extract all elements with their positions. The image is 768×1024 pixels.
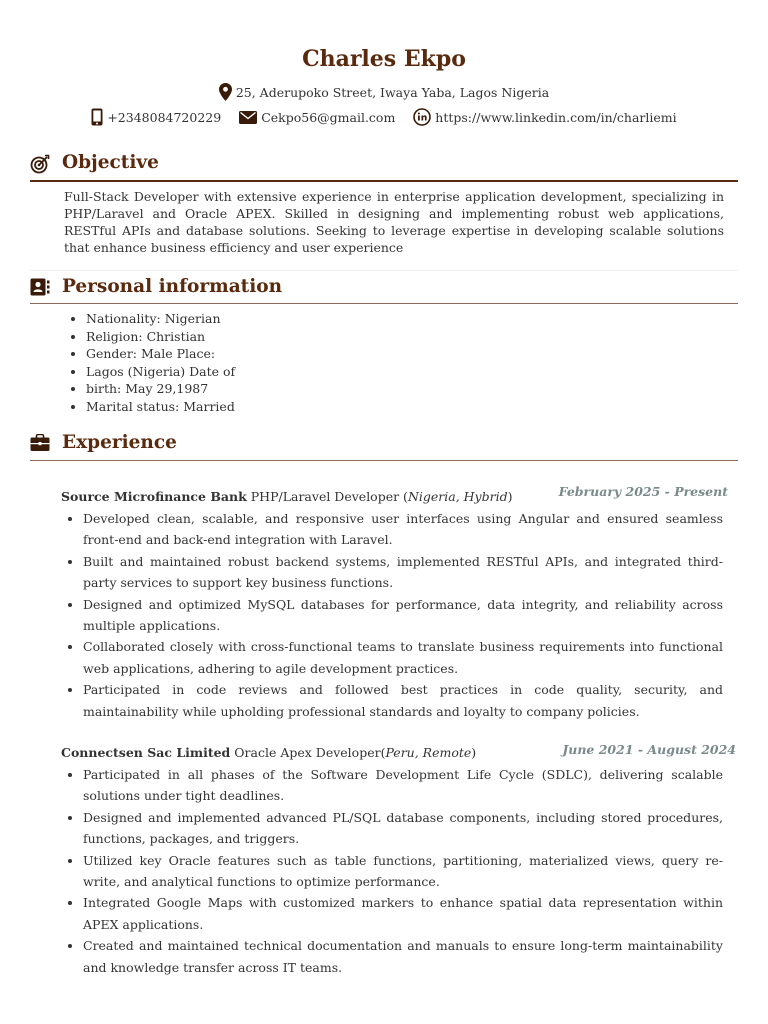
list-item: • Participated in all phases of the Software Development Life Cycle (SDLC), delivering scalable solutions under tight deadlines. — [83, 764, 723, 807]
linkedin-contact[interactable] — [413, 108, 676, 129]
experience-rule — [30, 460, 738, 461]
company-name: Source Microfinance Bank — [61, 489, 247, 504]
job-role: PHP/Laravel Developer ( — [250, 489, 408, 504]
company-name: Connectsen Sac Limited — [61, 745, 231, 760]
list-item: • Religion: Christian — [86, 328, 235, 346]
job-role-close: ) — [471, 745, 477, 760]
list-item: • Participated in code reviews and followed best practices in code quality, security, and maintainability while upholding professional standards and loyalty to company policies. — [83, 679, 723, 722]
list-item: • Designed and optimized MySQL databases for performance, data integrity, and reliability across multiple applications. — [83, 594, 723, 637]
location-pin-icon — [219, 83, 232, 104]
linkedin-icon — [413, 108, 431, 129]
list-item: • Built and maintained robust backend systems, implemented RESTful APIs, and integrated third-party services to support key business functions. — [83, 551, 723, 594]
list-item: • Collaborated closely with cross-functional teams to translate business requirements into functional web applications, adhering to agile development practices. — [83, 636, 723, 679]
experience-title: Experience — [62, 432, 177, 453]
list-item: • Gender: Male Place: — [86, 345, 235, 363]
list-item: • Marital status: Married — [86, 398, 235, 416]
phone-contact[interactable] — [91, 108, 221, 129]
job-role: Oracle Apex Developer( — [234, 745, 386, 760]
list-item: • Nationality: Nigerian — [86, 310, 235, 328]
address-line — [0, 83, 768, 104]
job-location: Peru, Remote — [385, 745, 472, 760]
objective-title: Objective — [62, 152, 159, 173]
list-item: • Lagos (Nigeria) Date of — [86, 363, 235, 381]
email-text: Cekpo56@gmail.com — [261, 110, 396, 126]
list-item: • birth: May 29,1987 — [86, 380, 235, 398]
job-bullets — [61, 508, 723, 722]
job-bullets — [61, 764, 723, 978]
list-item: • Created and maintained technical documentation and manuals to ensure long-term maintainability and knowledge transfer across IT teams. — [83, 935, 723, 978]
job-date: February 2025 - Present — [558, 484, 728, 499]
address-text: 25, Aderupoko Street, Iwaya Yaba, Lagos Nigeria — [235, 85, 550, 100]
personal-title: Personal information — [62, 276, 283, 297]
phone-icon — [91, 108, 103, 129]
email-contact[interactable] — [239, 110, 395, 127]
contact-line — [0, 108, 768, 129]
email-icon — [239, 111, 257, 127]
target-icon — [30, 154, 50, 178]
phone-text: +2348084720229 — [107, 110, 222, 125]
briefcase-icon — [30, 434, 50, 456]
list-item: • Integrated Google Maps with customized markers to enhance spatial data representation within APEX applications. — [83, 892, 723, 935]
list-item: • Developed clean, scalable, and responsive user interfaces using Angular and ensured seamless front-end and back-end integration with Laravel. — [83, 508, 723, 551]
objective-rule — [30, 180, 738, 182]
job-date: June 2021 - August 2024 — [562, 742, 736, 757]
job-location: Nigeria, Hybrid — [407, 489, 508, 504]
candidate-name: Charles Ekpo — [302, 46, 466, 72]
objective-text: Full-Stack Developer with extensive experience in enterprise application development, specializing in PHP/Laravel and Oracle APEX. Skilled in designing and implementing robust web applications, RESTful APIs and database solutions. Seeking to leverage expertise in developing scalable solutions that enhance business efficiency and user experience — [64, 189, 724, 255]
contact-card-icon — [30, 278, 50, 300]
personal-rule — [30, 303, 738, 304]
list-item: • Designed and implemented advanced PL/SQL database components, including stored procedures, functions, packages, and triggers. — [83, 807, 723, 850]
linkedin-text: https://www.linkedin.com/in/charliemi — [435, 110, 677, 125]
personal-info-list — [64, 310, 235, 415]
section-divider — [30, 270, 738, 271]
list-item: • Utilized key Oracle features such as table functions, partitioning, materialized views, query re-write, and analytical functions to optimize performance. — [83, 850, 723, 893]
job-role-close: ) — [507, 489, 513, 504]
